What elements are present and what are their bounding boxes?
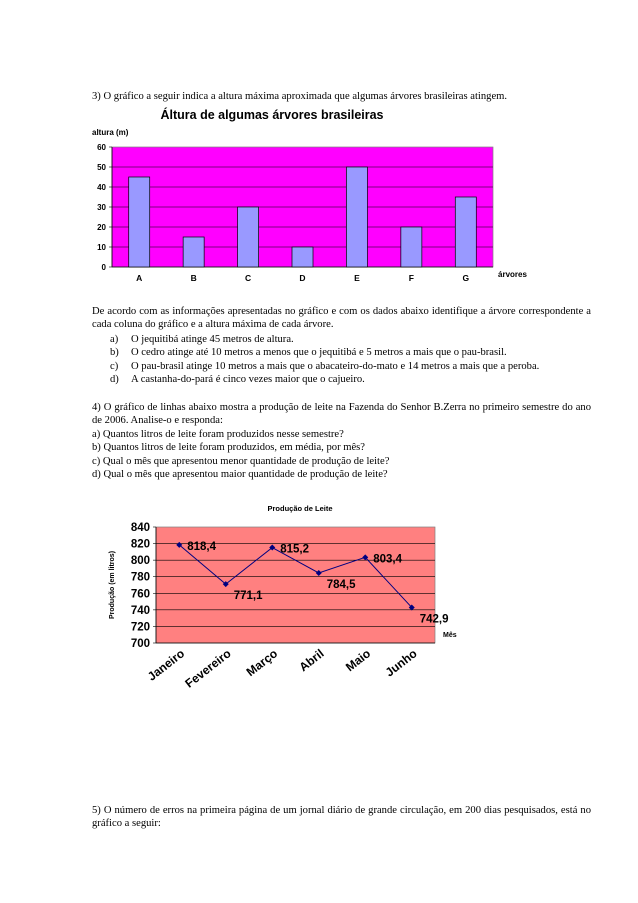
q3-option-text: O cedro atinge até 10 metros a menos que o jequitibá e 5 metros a mais que o pau-brasil. <box>131 347 507 359</box>
line-chart-title: Produção de Leite <box>267 504 333 513</box>
bar-x-tick-label: C <box>245 273 252 283</box>
q3-option-label: c) <box>110 360 119 372</box>
bar-a <box>129 177 150 267</box>
q4-item: a) Quantos litros de leite foram produzidos nesse semestre? <box>92 429 344 440</box>
q3-option <box>110 373 590 386</box>
line-data-label: 818,4 <box>187 540 217 553</box>
line-chart-ylabel: Produção (em litros) <box>109 550 116 620</box>
line-y-tick-label: 720 <box>130 621 150 634</box>
bar-y-tick-label: 60 <box>97 143 106 152</box>
bar-f <box>401 227 422 267</box>
bar-y-tick-label: 0 <box>101 263 106 272</box>
q3-option-label: a) <box>110 334 119 345</box>
q3-option <box>110 360 590 373</box>
q4-items <box>92 428 591 482</box>
line-data-label: 803,4 <box>373 553 403 566</box>
line-x-tick-label: Maio <box>342 646 374 675</box>
q3-option <box>110 346 590 359</box>
q3-option-label: b) <box>110 347 119 359</box>
bar-x-tick-label: E <box>354 273 360 283</box>
q3-option-text: O jequitibá atinge 45 metros de altura. <box>131 334 294 345</box>
line-y-tick-label: 840 <box>130 522 150 534</box>
q3-option-text: A castanha-do-pará é cinco vezes maior que o cajueiro. <box>131 374 365 386</box>
bar-b <box>183 237 204 267</box>
bar-y-tick-label: 40 <box>97 183 106 192</box>
line-x-tick-label: Fevereiro <box>182 646 234 691</box>
line-data-label: 815,2 <box>280 543 310 556</box>
line-x-tick-label: Janeiro <box>144 646 188 684</box>
line-data-label: 771,1 <box>233 590 263 603</box>
line-y-tick-label: 760 <box>130 588 150 601</box>
bar-y-tick-label: 20 <box>97 223 106 232</box>
q4-item: b) Quantos litros de leite foram produzidos, em média, por mês? <box>92 442 366 454</box>
line-chart <box>95 495 495 705</box>
q3-options <box>110 333 590 387</box>
bar-x-tick-label: G <box>462 273 470 283</box>
bar-chart-title: Áltura de algumas árvores brasileiras <box>160 108 384 122</box>
q3-option-label: d) <box>110 374 119 386</box>
line-x-tick-label: Junho <box>382 646 420 680</box>
line-y-tick-label: 740 <box>130 604 150 617</box>
line-y-tick-label: 820 <box>130 538 150 551</box>
line-y-tick-label: 700 <box>130 638 150 650</box>
line-x-tick-label: Abril <box>296 646 327 675</box>
bar-y-tick-label: 50 <box>97 163 106 172</box>
q4-item: d) Qual o mês que apresentou maior quantidade de produção de leite? <box>92 469 388 481</box>
q3-paragraph: De acordo com as informações apresentadas no gráfico e com os dados abaixo identifique a árvore correspondente a cada coluna do gráfico e a altura máxima de cada árvore. <box>92 306 591 331</box>
bar-x-tick-label: A <box>136 273 143 283</box>
bar-x-tick-label: B <box>190 273 197 283</box>
q5-paragraph: 5) O número de erros na primeira página de um jornal diário de grande circulação, em 200 dias pesquisados, está no gráfico a seguir: <box>92 805 591 830</box>
bar-chart-xlabel: árvores <box>498 270 527 279</box>
bar-y-tick-label: 30 <box>97 203 106 212</box>
bar-x-tick-label: F <box>408 273 414 283</box>
line-x-tick-label: Março <box>243 646 281 680</box>
bar-chart-ylabel: altura (m) <box>92 128 129 137</box>
line-y-tick-label: 780 <box>130 571 150 584</box>
bar-x-tick-label: D <box>299 273 306 283</box>
q3-option-text: O pau-brasil atinge 10 metros a mais que o abacateiro-do-mato e 14 metros a mais que a peroba. <box>131 360 540 372</box>
bar-c <box>238 207 259 267</box>
bar-y-tick-label: 10 <box>97 243 106 252</box>
line-data-label: 742,9 <box>419 613 449 626</box>
bar-chart <box>86 104 556 294</box>
q4-item: c) Qual o mês que apresentou menor quantidade de produção de leite? <box>92 455 390 467</box>
q3-intro: 3) O gráfico a seguir indica a altura máxima aproximada que algumas árvores brasileiras atingem. <box>92 91 508 102</box>
bar-d <box>292 247 313 267</box>
bar-g <box>455 197 476 267</box>
q3-option <box>110 333 590 346</box>
q4-paragraph: 4) O gráfico de linhas abaixo mostra a produção de leite na Fazenda do Senhor B.Zerra no primeiro semestre do ano de 2006. Analise-o e responda: <box>92 402 591 427</box>
line-y-tick-label: 800 <box>130 555 150 568</box>
line-chart-xlabel: Mês <box>443 632 457 639</box>
line-data-label: 784,5 <box>326 578 356 591</box>
bar-e <box>346 167 367 267</box>
